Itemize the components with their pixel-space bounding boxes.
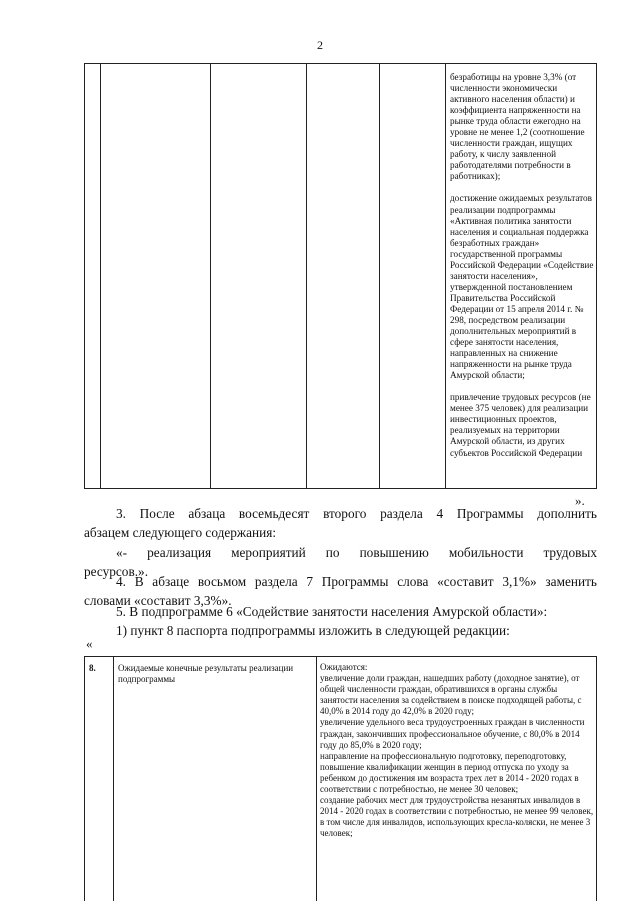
closing-quote: ». [575, 493, 585, 508]
row-number: 8. [89, 663, 96, 673]
table-column-divider [379, 64, 380, 488]
content-line: увеличение удельного веса трудоустроенных граждан в численности граждан, закончивших профессиональное обучение, с 80,0% в 2014 году до 85,0% в 2020 году; [320, 717, 585, 750]
table-column-divider [210, 64, 211, 488]
cell-paragraph: достижение ожидаемых результатов реализации подпрограммы «Активная политика занятости населения и социальная поддержка безработных граждан» государственной программы Российской Федерации «Содействие занятости населения», утвержденной постановлением Правительства Российской Федерации от 15 апреля 2014 г. № 298, посредством реализации дополнительных мероприятий в сфере занятости населения, направленных на снижение напряженности на рынке труда Амурской области; [450, 193, 594, 381]
row-label: Ожидаемые конечные результаты реализации подпрограммы [118, 663, 294, 684]
content-line: увеличение доли граждан, нашедших работу (доходное занятие), от общей численности граждан, обратившихся в органы службы занятости населения за содействием в поиске подходящей работы, с 40,0% в 2014 году до 42,0% в 2020 году; [320, 673, 582, 717]
opening-quote: « [86, 636, 93, 651]
continuation-table [84, 63, 597, 489]
row-content [320, 662, 594, 840]
table-column-divider [445, 64, 446, 488]
table-column-divider [113, 657, 114, 901]
paragraph-5: 5. В подпрограмме 6 «Содействие занятости населения Амурской области»: [116, 604, 548, 619]
expected-results-cell [450, 72, 596, 459]
paragraph-4-line2: словами «составит 3,3%». [84, 593, 232, 608]
content-line: создание рабочих мест для трудоустройства незанятых инвалидов в 2014 - 2020 годах в соответствии с потребностью, не менее 99 человек, в том числе для инвалидов, использующих кресла-коляски, не менее 3 человек; [320, 795, 594, 839]
paragraph-5-item-1: 1) пункт 8 паспорта подпрограммы изложить в следующей редакции: [116, 623, 510, 638]
content-line: направление на профессиональную подготовку, переподготовку, повышение квалификации женщин в период отпуска по уходу за ребенком до достижения им возраста трех лет в 2014 - 2020 годах в соответствии с потребностью, не менее 30 человек; [320, 750, 579, 795]
paragraph-3-line1: 3. После абзаца восемьдесят второго раздела 4 Программы дополнить [116, 506, 597, 521]
cell-paragraph: привлечение трудовых ресурсов (не менее 375 человек) для реализации инвестиционных проектов, реализуемых на территории Амурской области, из других субъектов Российской Федерации [450, 392, 591, 458]
table-column-divider [316, 657, 317, 901]
passport-table [84, 656, 597, 901]
table-column-divider [100, 64, 101, 488]
inserted-paragraph-line1: «- реализация мероприятий по повышению мобильности трудовых [116, 545, 597, 560]
inserted-paragraph-line2: ресурсов.». [84, 564, 149, 579]
page-number: 2 [317, 38, 323, 52]
paragraph-3-line2: абзацем следующего содержания: [84, 525, 277, 540]
cell-paragraph: безработицы на уровне 3,3% (от численности экономически активного населения области) и коэффициента напряженности на рынке труда области ежегодно на уровне не менее 1,2 (соотношение численности граждан, ищущих работу, к числу заявленной работодателями потребности в работниках); [450, 72, 585, 182]
content-line: Ожидаются: [320, 662, 368, 672]
table-column-divider [306, 64, 307, 488]
paragraph-4-line1: 4. В абзаце восьмом раздела 7 Программы слова «составит 3,1%» заменить [116, 574, 597, 589]
